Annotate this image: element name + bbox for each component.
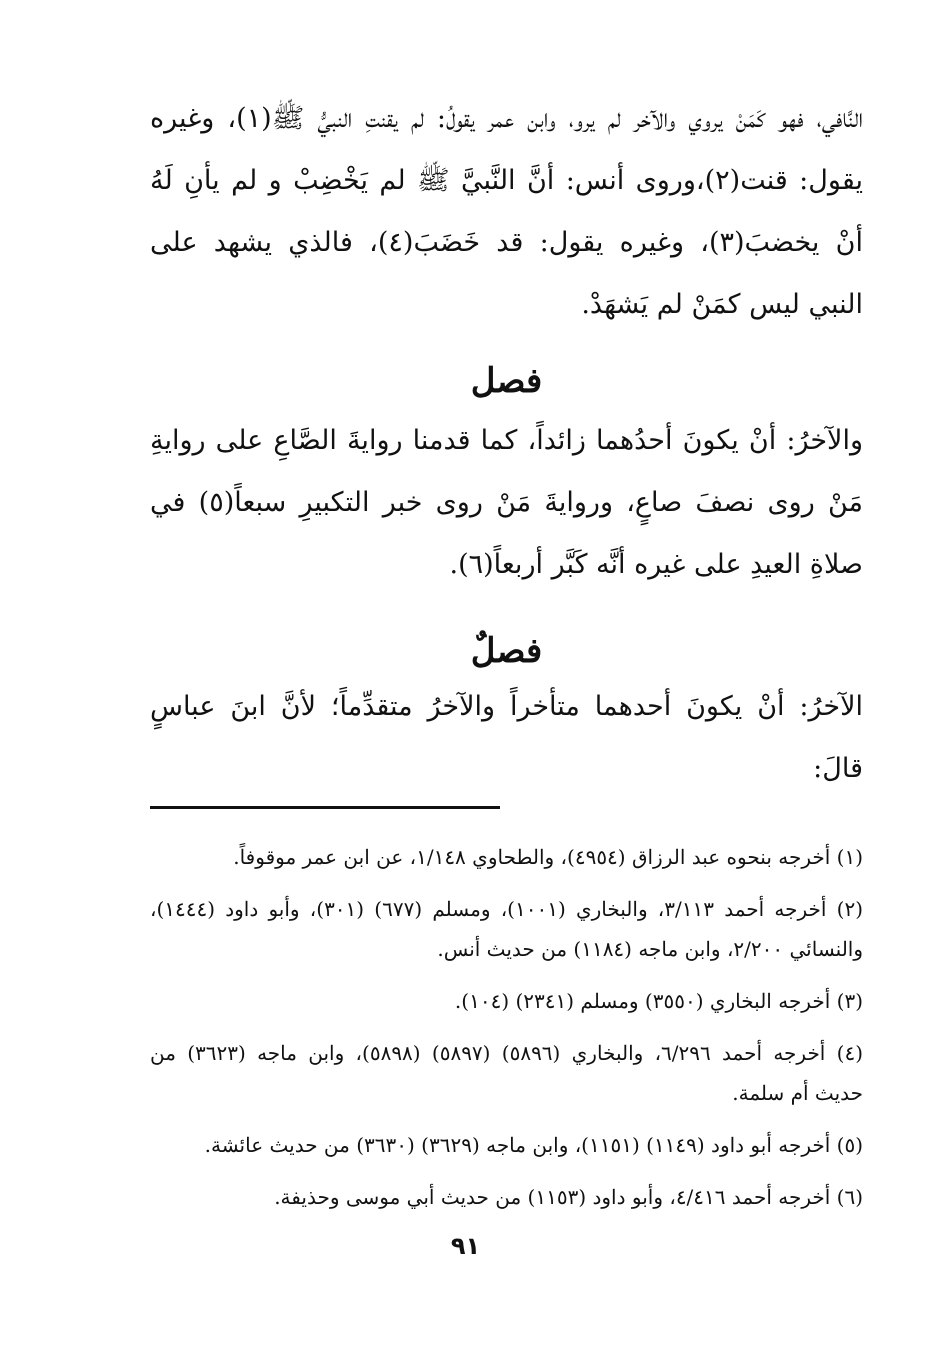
footnote-1: (١) أخرجه بنحوه عبد الرزاق (٤٩٥٤)، والطحاوي ١/١٤٨، عن ابن عمر موقوفاً. <box>233 845 863 869</box>
section-heading-2: فصلٌ <box>470 631 543 671</box>
page-body <box>150 88 863 1229</box>
footnote-separator <box>150 806 500 809</box>
paragraph-1: النَّافي، فهو كَمَنْ يروي والآخر لم يرو، وابن عمر يقولُ: لم يقنتِ النبيُّ ﷺ(١)، وغيره يقول: قنت(٢)،وروى أنس: أنَّ النَّبيَّ ﷺ لم يَخْضِبْ و لم يأنِ لَهُ أنْ يخضبَ(٣)، وغيره يقول: قد خَضَبَ(٤)، فالذي يشهد على النبي ليس كمَنْ لم يَشهَدْ. <box>150 103 864 320</box>
section-heading-1: فصل <box>470 361 543 401</box>
footnotes <box>150 837 863 1217</box>
footnote-6: (٦) أخرجه أحمد ٤/٤١٦، وأبو داود (١١٥٣) من حديث أبي موسى وحذيفة. <box>274 1185 863 1209</box>
paragraph-3: الآخرُ: أنْ يكونَ أحدهما متأخراً والآخرُ متقدِّماً؛ لأنَّ ابنَ عباسٍ قالَ: <box>150 691 863 784</box>
page-number: ٩١ <box>450 1232 481 1260</box>
footnote-2: (٢) أخرجه أحمد ٣/١١٣، والبخاري (١٠٠١)، ومسلم (٦٧٧) (٣٠١)، وأبو داود (١٤٤٤)، والنسائي ٢/٢٠٠، وابن ماجه (١١٨٤) من حديث أنس. <box>150 897 864 961</box>
footnote-4: (٤) أخرجه أحمد ٦/٢٩٦، والبخاري (٥٨٩٦) (٥٨٩٧) (٥٨٩٨)، وابن ماجه (٣٦٢٣) من حديث أم سلمة. <box>150 1041 864 1105</box>
footnote-5: (٥) أخرجه أبو داود (١١٤٩) (١١٥١)، وابن ماجه (٣٦٢٩) (٣٦٣٠) من حديث عائشة. <box>204 1133 863 1157</box>
paragraph-2: والآخرُ: أنْ يكونَ أحدُهما زائداً، كما قدمنا روايةَ الصَّاعِ على روايةِ مَنْ روى نصفَ صاعٍ، وروايةَ مَنْ روى خبر التكبيرِ سبعاً(٥) في صلاةِ العيدِ على غيره أنَّه كَبَّر أربعاً(٦). <box>150 425 863 580</box>
footnote-3: (٣) أخرجه البخاري (٣٥٥٠) ومسلم (٢٣٤١) (١٠٤). <box>454 989 863 1013</box>
